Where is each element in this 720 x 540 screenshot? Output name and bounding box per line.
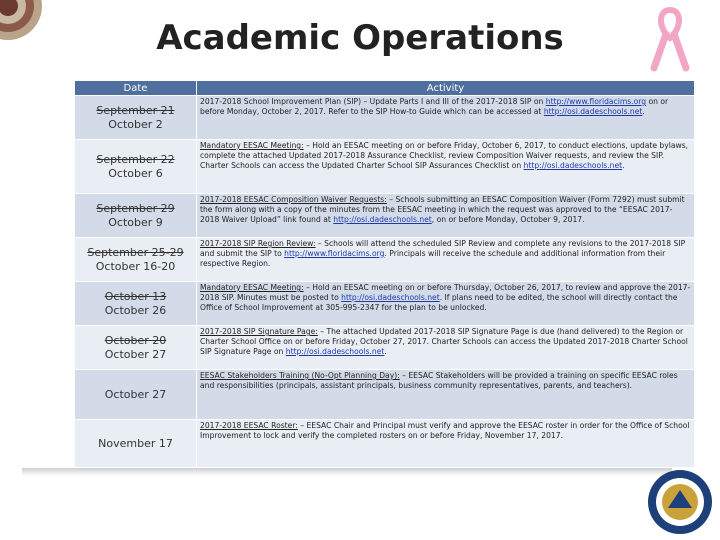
date-cell — [75, 194, 197, 238]
pink-ribbon-icon — [648, 6, 692, 76]
activity-text: – EESAC Chair and Principal must verify and approve the EESAC roster in order for the Office of School Improvement to lock and verify the completed rosters on or before Friday, November 17, 2017. — [200, 421, 690, 440]
activity-cell — [197, 420, 695, 468]
activity-cell — [197, 238, 695, 282]
original-date: September 29 — [96, 201, 175, 215]
date-cell — [75, 140, 197, 194]
activity-text: – Hold an EESAC meeting on or before Thursday, October 26, 2017, to review and approve the 2017-2018 SIP. Minutes must be posted to — [200, 283, 691, 302]
activity-text: . — [622, 160, 625, 170]
table-row — [75, 194, 695, 238]
activity-heading: EESAC Stakeholders Training (No-Opt Planning Day): — [200, 371, 400, 380]
page-title: Academic Operations — [156, 18, 564, 58]
date-cell — [75, 96, 197, 140]
table-shadow — [22, 468, 672, 476]
revised-date: October 27 — [104, 387, 167, 401]
date-cell — [75, 370, 197, 420]
table-row — [75, 420, 695, 468]
activity-text: – The attached Updated 2017-2018 SIP Signature Page is due (hand delivered) to the Region or Charter School Office on or before Friday, October 27, 2017. Charter Schools can access the Updated 2017-2018 Charter School SIP Signature Page on — [200, 327, 688, 356]
activity-text: . Principals will receive the schedule and additional information from their respective Region. — [200, 248, 666, 268]
activity-cell — [197, 282, 695, 326]
date-column-header: Date — [75, 81, 197, 96]
activity-column-header: Activity — [197, 81, 695, 96]
activity-text: – Hold an EESAC meeting on or before Friday, October 6, 2017, to conduct elections, update bylaws, complete the attached Updated 2017-2018 Assurance Checklist, review Composition Waiver requests, and review the SIP. Charter Schools can access the Updated Charter School SIP Assurances Checklist on — [200, 141, 689, 170]
activity-heading: Mandatory EESAC Meeting: — [200, 141, 304, 150]
osi-link[interactable]: http://osi.dadeschools.net — [285, 346, 385, 356]
revised-date: October 16-20 — [95, 259, 176, 273]
original-date: October 13 — [104, 289, 167, 303]
table-row — [75, 370, 695, 420]
revised-date: October 2 — [108, 117, 163, 131]
osi-link[interactable]: http://osi.dadeschools.net — [523, 160, 623, 170]
activity-text: – Schools submitting an EESAC Composition Waiver (Form 7292) must submit the form along with a copy of the minutes from the EESAC meeting in which the request was approved to the “EESAC 2017-2018 Waiver Upload” link found at — [200, 195, 685, 224]
date-cell — [75, 282, 197, 326]
activity-heading: 2017-2018 EESAC Roster: — [200, 421, 298, 430]
revised-date: October 6 — [108, 166, 163, 180]
date-cell — [75, 326, 197, 370]
original-date: October 20 — [104, 333, 167, 347]
osi-link[interactable]: http://osi.dadeschools.net — [543, 106, 643, 116]
activity-heading: 2017-2018 SIP Signature Page: — [200, 327, 318, 336]
table-row — [75, 326, 695, 370]
schedule-table — [74, 80, 695, 468]
activity-text: 2017-2018 School Improvement Plan (SIP) – Update Parts I and III of the 2017-2018 SIP on — [200, 97, 546, 106]
activity-cell — [197, 370, 695, 420]
table-row — [75, 96, 695, 140]
activity-text: on or before Monday, October 2, 2017. Refer to the SIP How-to Guide which can be accessed at — [200, 97, 669, 116]
activity-heading: 2017-2018 EESAC Composition Waiver Requests: — [200, 195, 387, 204]
activity-text: . — [642, 106, 645, 116]
table-row — [75, 140, 695, 194]
activity-text: – Schools will attend the scheduled SIP Review and complete any revisions to the 2017-2018 SIP and submit the SIP to — [200, 239, 686, 258]
original-date: September 22 — [96, 152, 175, 166]
floridacims-link[interactable]: http://www.floridacims.org — [284, 248, 385, 258]
activity-heading: Mandatory EESAC Meeting: — [200, 283, 304, 292]
osi-link[interactable]: http://osi.dadeschools.net — [333, 214, 432, 224]
activity-text: , on or before Monday, October 9, 2017. — [431, 214, 585, 224]
original-date: September 25-29 — [87, 245, 184, 259]
table-header-row — [75, 81, 695, 96]
activity-text: . If plans need to be edited, the school will directly contact the Office of School Improvement at 305-995-2347 for the plan to be unlocked. — [200, 292, 678, 312]
activity-heading: 2017-2018 SIP Region Review: — [200, 239, 316, 248]
date-cell — [75, 238, 197, 282]
activity-cell — [197, 140, 695, 194]
floridacims-link[interactable]: http://www.floridacims.org — [545, 97, 647, 106]
activity-text: – EESAC Stakeholders will be provided a training on specific EESAC roles and responsibilities (principals, assistant principals, business community representatives, parents, and teachers). — [200, 371, 678, 390]
leadership-logo-icon — [646, 468, 714, 536]
date-cell — [75, 420, 197, 468]
osi-link[interactable]: http://osi.dadeschools.net — [341, 292, 440, 302]
activity-cell — [197, 96, 695, 140]
revised-date: November 17 — [98, 436, 173, 450]
activity-cell — [197, 326, 695, 370]
revised-date: October 27 — [104, 347, 167, 361]
revised-date: October 9 — [108, 215, 163, 229]
activity-cell — [197, 194, 695, 238]
original-date: September 21 — [96, 103, 175, 117]
table-row — [75, 238, 695, 282]
activity-text: . — [384, 346, 387, 356]
table-row — [75, 282, 695, 326]
revised-date: October 26 — [104, 303, 167, 317]
